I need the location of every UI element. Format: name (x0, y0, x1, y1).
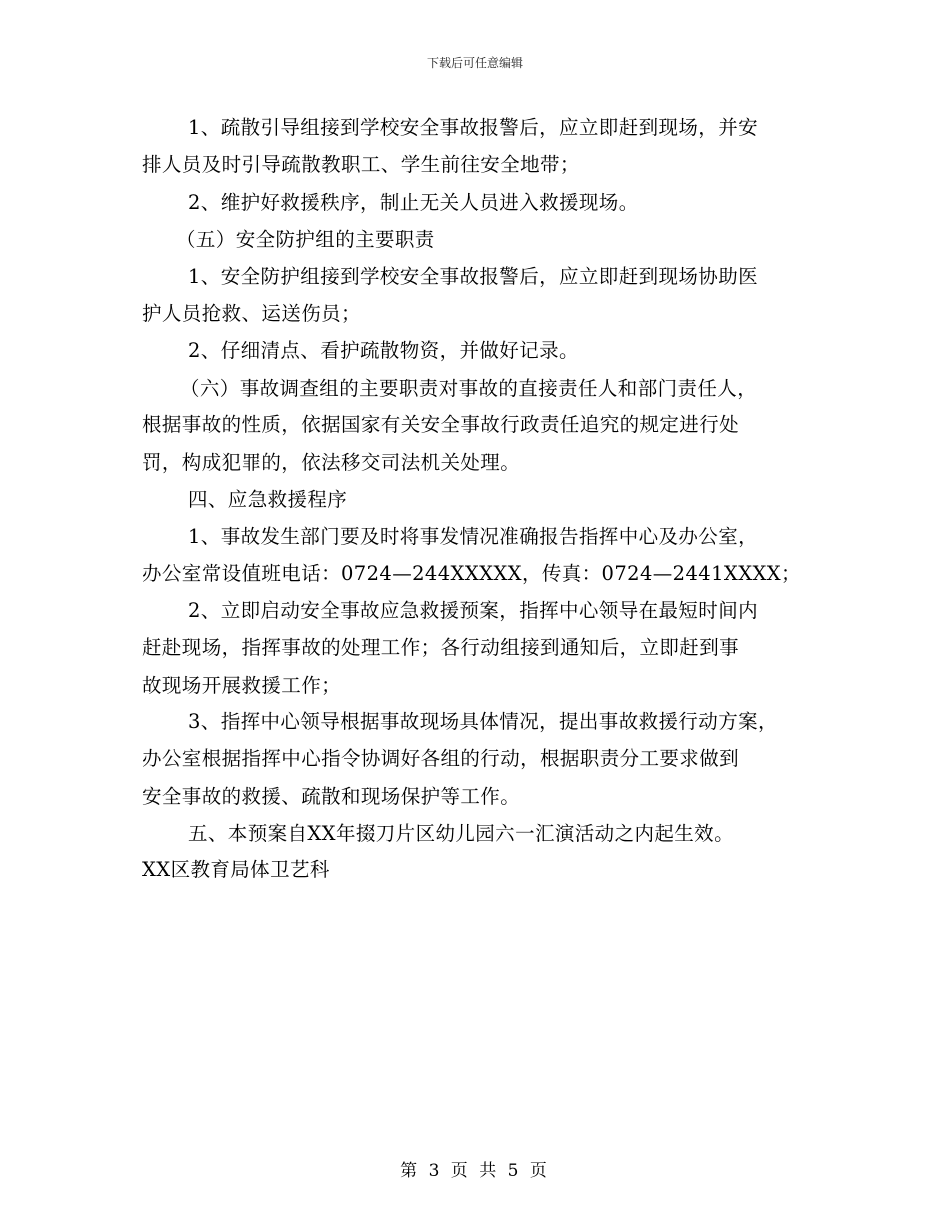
body-line: 根据事故的性质，依据国家有关安全事故行政责任追究的规定进行处 (142, 413, 740, 436)
body-line: 1、事故发生部门要及时将事发情况准确报告指挥中心及办公室， (188, 525, 759, 548)
page-number: 第 3 页 共 5 页 (400, 1161, 550, 1181)
section-heading: （五）安全防护组的主要职责 (176, 228, 435, 251)
body-line: 3、指挥中心领导根据事故现场具体情况，提出事故救援行动方案， (188, 710, 778, 733)
section-heading: 四、应急救援程序 (188, 488, 348, 511)
body-line: 排人员及时引导疏散教职工、学生前往安全地带； (142, 153, 580, 176)
body-line: 五、本预案自XX年掇刀片区幼儿园六一汇演活动之内起生效。 (188, 822, 734, 845)
body-line: 护人员抢救、运送伤员； (142, 302, 361, 325)
page-header: 下载后可任意编辑 (426, 56, 523, 70)
body-line: 办公室根据指挥中心指令协调好各组的行动，根据职责分工要求做到 (142, 747, 740, 770)
body-line: 赶赴现场，指挥事故的处理工作；各行动组接到通知后，立即赶到事 (142, 636, 740, 659)
body-line: 办公室常设值班电话：0724—244XXXXX，传真：0724—2441XXXX； (142, 562, 801, 585)
body-line: 2、仔细清点、看护疏散物资，并做好记录。 (188, 339, 579, 362)
body-line: 1、疏散引导组接到学校安全事故报警后，应立即赶到现场，并安 (188, 116, 759, 139)
body-line: 2、立即启动安全事故应急救援预案，指挥中心领导在最短时间内 (188, 599, 759, 622)
body-line: 安全事故的救援、疏散和现场保护等工作。 (142, 785, 521, 808)
section-heading: （六）事故调查组的主要职责对事故的直接责任人和部门责任人， (180, 377, 758, 400)
body-line: 罚，构成犯罪的，依法移交司法机关处理。 (142, 451, 521, 474)
body-line: 2、维护好救援秩序，制止无关人员进入救援现场。 (188, 191, 639, 214)
signature-line: XX区教育局体卫艺科 (142, 858, 330, 881)
body-line: 1、安全防护组接到学校安全事故报警后，应立即赶到现场协助医 (188, 265, 759, 288)
body-line: 故现场开展救援工作； (142, 674, 342, 697)
